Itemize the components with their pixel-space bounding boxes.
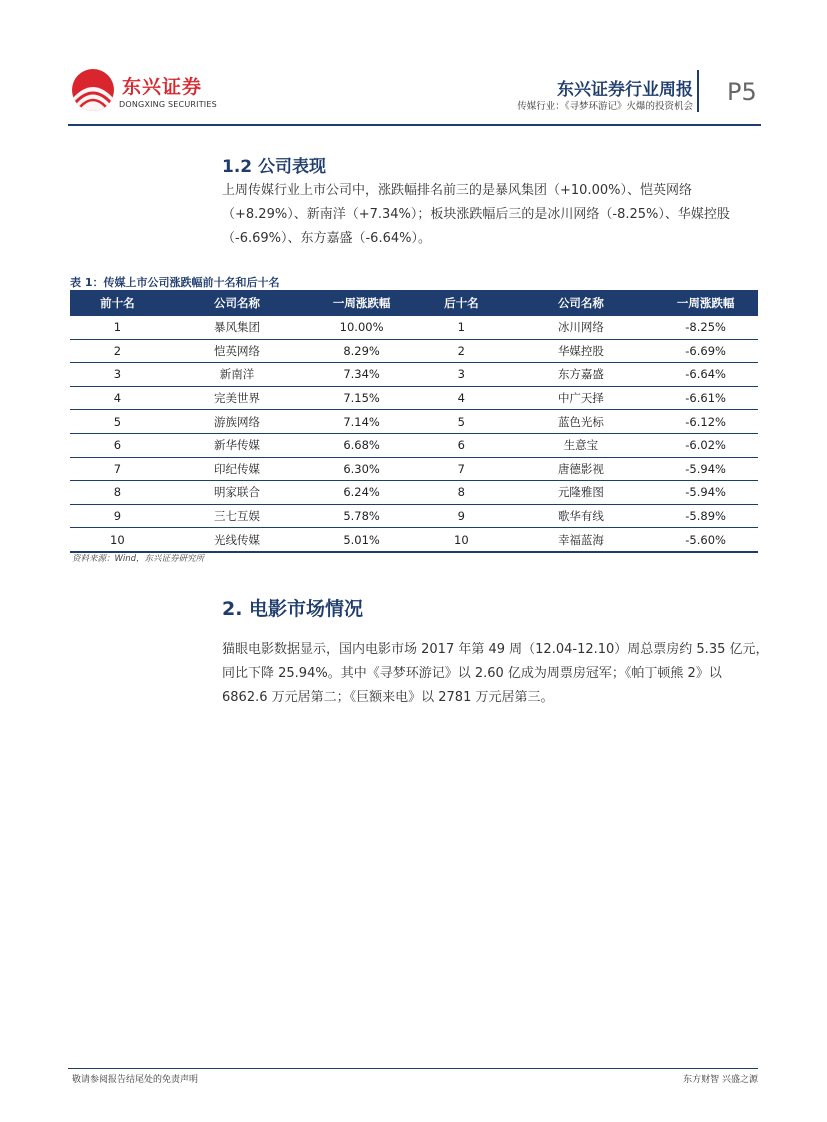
table-cell: 冰川网络 [509, 316, 654, 339]
table-cell: 5.01% [309, 528, 414, 552]
table-cell: 新南洋 [165, 363, 310, 387]
table-cell: 7.34% [309, 363, 414, 387]
table-row [70, 363, 758, 387]
table-row [70, 481, 758, 505]
ranking-table [70, 290, 758, 553]
logo-english-name: DONGXING SECURITIES [119, 100, 217, 109]
header-top-rank: 前十名 [70, 290, 165, 316]
logo-name: 东兴证券 [122, 76, 203, 98]
table-cell: 10.00% [309, 316, 414, 339]
table-cell: 9 [70, 504, 165, 528]
table-cell: 3 [70, 363, 165, 387]
table-cell: 4 [70, 386, 165, 410]
table-cell: 8 [414, 481, 509, 505]
table-cell: -5.94% [653, 481, 758, 505]
table-cell: 6.68% [309, 433, 414, 457]
table-cell: 明家联合 [165, 481, 310, 505]
table-cell: 1 [414, 316, 509, 339]
page-number: P5 [727, 78, 757, 106]
header-divider [697, 70, 699, 112]
table-cell: 三七互娱 [165, 504, 310, 528]
table-cell: 歌华有线 [509, 504, 654, 528]
logo-mark-icon [72, 69, 114, 111]
table-cell: 6 [414, 433, 509, 457]
section-heading-film-market: 2. 电影市场情况 [222, 598, 364, 620]
footer-rule [68, 1068, 758, 1069]
table-cell: 唐德影视 [509, 457, 654, 481]
table-cell: -6.02% [653, 433, 758, 457]
table-cell: 7.14% [309, 410, 414, 434]
table-cell: 7 [414, 457, 509, 481]
table-cell: -6.61% [653, 386, 758, 410]
table-cell: 7.15% [309, 386, 414, 410]
table-cell: 6.24% [309, 481, 414, 505]
table-row [70, 528, 758, 552]
table-row [70, 316, 758, 339]
table-caption: 表 1：传媒上市公司涨跌幅前十名和后十名 [70, 276, 280, 289]
table-cell: 6.30% [309, 457, 414, 481]
report-title: 东兴证券行业周报 [557, 80, 693, 100]
company-performance-paragraph: 上周传媒行业上市公司中，涨跌幅排名前三的是暴风集团（+10.00%）、恺英网络（+8.29%）、新南洋（+7.34%）；板块涨跌幅后三的是冰川网络（-8.25%）、华媒控股（-6.69%）、东方嘉盛（-6.64%）。 [222, 183, 730, 246]
table-cell: 东方嘉盛 [509, 363, 654, 387]
header-weekly-change: 一周涨跌幅 [309, 290, 414, 316]
table-cell: -5.89% [653, 504, 758, 528]
header-company: 公司名称 [509, 290, 654, 316]
report-subtitle: 传媒行业：《寻梦环游记》火爆的投资机会 [517, 101, 693, 112]
table-cell: 印纪传媒 [165, 457, 310, 481]
section-heading-company-performance: 1.2 公司表现 [222, 157, 327, 177]
table-cell: 10 [414, 528, 509, 552]
table-cell: 5.78% [309, 504, 414, 528]
table-cell: 5 [414, 410, 509, 434]
table-row [70, 410, 758, 434]
table-cell: 蓝色光标 [509, 410, 654, 434]
table-cell: 生意宝 [509, 433, 654, 457]
table-cell: 3 [414, 363, 509, 387]
header-company: 公司名称 [165, 290, 310, 316]
table-row [70, 339, 758, 363]
table-header-row [70, 290, 758, 316]
table-cell: 7 [70, 457, 165, 481]
table-cell: 2 [70, 339, 165, 363]
header-weekly-change: 一周涨跌幅 [653, 290, 758, 316]
header-rule [68, 124, 761, 126]
table-cell: 9 [414, 504, 509, 528]
table-source-note: 资料来源：Wind，东兴证券研究所 [72, 554, 205, 564]
table-cell: 8 [70, 481, 165, 505]
table-cell: -6.64% [653, 363, 758, 387]
table-cell: -6.12% [653, 410, 758, 434]
table-cell: -5.94% [653, 457, 758, 481]
footer-slogan: 东方财智 兴盛之源 [683, 1075, 758, 1085]
table-cell: 10 [70, 528, 165, 552]
table-cell: -6.69% [653, 339, 758, 363]
table-cell: 2 [414, 339, 509, 363]
table-cell: -8.25% [653, 316, 758, 339]
table-row [70, 457, 758, 481]
film-market-paragraph: 猫眼电影数据显示，国内电影市场 2017 年第 49 周（12.04-12.10）周总票房约 5.35 亿元，同比下降 25.94%。其中《寻梦环游记》以 2.60 亿成为周票房冠军；《帕丁顿熊 2》以 6862.6 万元居第二；《巨额来电》以 2781 万元居第三。 [222, 642, 769, 705]
table-cell: 6 [70, 433, 165, 457]
table-cell: 4 [414, 386, 509, 410]
table-cell: 1 [70, 316, 165, 339]
table-cell: 华媒控股 [509, 339, 654, 363]
table-cell: 8.29% [309, 339, 414, 363]
table-cell: 完美世界 [165, 386, 310, 410]
footer-disclaimer-note: 敬请参阅报告结尾处的免责声明 [72, 1075, 199, 1085]
table-row [70, 433, 758, 457]
table-cell: 恺英网络 [165, 339, 310, 363]
table-row [70, 386, 758, 410]
table-cell: 元隆雅图 [509, 481, 654, 505]
table-cell: 新华传媒 [165, 433, 310, 457]
table-cell: 光线传媒 [165, 528, 310, 552]
table-row [70, 504, 758, 528]
table-cell: 暴风集团 [165, 316, 310, 339]
company-logo [72, 69, 114, 111]
table-cell: -5.60% [653, 528, 758, 552]
table-cell: 游族网络 [165, 410, 310, 434]
table-cell: 中广天择 [509, 386, 654, 410]
table-cell: 幸福蓝海 [509, 528, 654, 552]
table-cell: 5 [70, 410, 165, 434]
header-bottom-rank: 后十名 [414, 290, 509, 316]
